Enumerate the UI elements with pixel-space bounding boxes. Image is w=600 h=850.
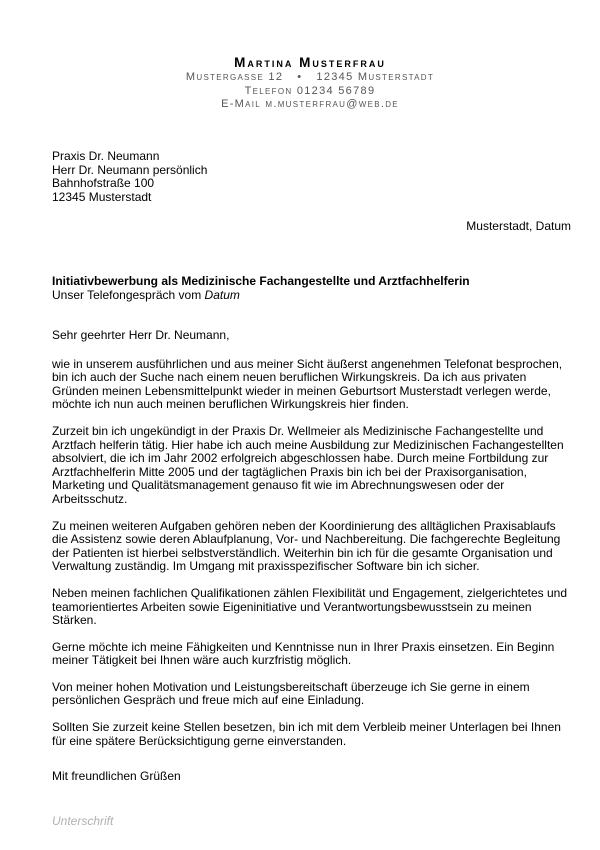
paragraph-line: Sollten Sie zurzeit keine Stellen besetzen, bin ich mit dem Verbleib meiner Unterlagen bei Ihnen <box>52 720 561 735</box>
paragraph-line: Verwaltung zuständig. Im Umgang mit praxisspezifischer Software bin ich sicher. <box>52 559 480 574</box>
body-paragraph <box>52 721 577 748</box>
separator-dot: • <box>297 71 303 83</box>
paragraph-line: Gerne möchte ich meine Fähigkeiten und Kenntnisse nun in Ihrer Praxis einsetzen. Ein Beginn <box>52 639 555 654</box>
sender-address <box>0 71 600 85</box>
paragraph-line: Zurzeit bin ich ungekündigt in der Praxis Dr. Wellmeier als Medizinische Fachangestellte und <box>52 423 544 438</box>
paragraph-line: Marketing und Qualitätsmanagement genauso fit wie im Abrechnungswesen oder der <box>52 478 505 493</box>
paragraph-line: bin ich auch der Suche nach einem neuen beruflichen Wirkungskreis. Da ich aus privaten <box>52 370 527 385</box>
paragraph-line: absolviert, die ich im Jahr 2002 erfolgreich abgeschlossen habe. Durch meine Fortbildung zur <box>52 451 549 466</box>
paragraph-line: die Assistenz sowie deren Ablaufplanung, Vor- und Nachbereitung. Die fachgerechte Begleitung <box>52 532 561 547</box>
body-paragraph <box>52 641 577 668</box>
recipient-line: Herr Dr. Neumann persönlich <box>52 162 208 177</box>
subject-reference <box>52 288 470 302</box>
paragraph-line: für eine spätere Berücksichtigung gerne einverstanden. <box>52 733 347 748</box>
sender-name: Martina Musterfrau <box>234 55 386 70</box>
paragraph-line: teamorientiertes Arbeiten sowie Eigeninitiative und Verantwortungsbewusstsein zu meinen <box>52 599 532 614</box>
paragraph-line: meiner Tätigkeit bei Ihnen wäre auch kurzfristig möglich. <box>52 653 352 668</box>
recipient-line: Bahnhofstraße 100 <box>52 176 155 190</box>
body-paragraph <box>52 358 577 412</box>
sender-street: Mustergasse 12 <box>185 71 284 83</box>
body-paragraph <box>52 520 577 574</box>
body-paragraph <box>52 681 577 708</box>
recipient-address <box>52 150 207 204</box>
paragraph-line: Neben meinen fachlichen Qualifikationen zählen Flexibilität und Engagement, zielgerichtetes und <box>52 585 567 600</box>
place-date: Musterstadt, Datum <box>466 219 571 233</box>
reference-date: Datum <box>204 288 240 302</box>
letterhead <box>0 55 600 112</box>
body-paragraph <box>52 587 577 628</box>
recipient-line: Praxis Dr. Neumann <box>52 149 160 163</box>
paragraph-line: persönlichen Gespräch und freue mich auf eine Einladung. <box>52 693 365 708</box>
sender-phone: Telefon 01234 56789 <box>244 84 376 97</box>
sender-city: 12345 Musterstadt <box>316 71 435 83</box>
closing-phrase: Mit freundlichen Grüßen <box>52 769 181 783</box>
paragraph-line: wie in unserem ausführlichen und aus meiner Sicht äußerst angenehmen Telefonat besprochen, <box>52 356 563 371</box>
paragraph-line: möchte ich nun auch meinen beruflichen Wirkungskreis hier finden. <box>52 397 409 412</box>
body-paragraphs <box>52 358 577 749</box>
paragraph-line: der Patienten ist hierbei selbstverständlich. Weiterhin bin ich für die gesamte Organisation und <box>52 545 553 560</box>
body-paragraph <box>52 425 577 507</box>
reference-text: Unser Telefongespräch vom <box>52 288 205 302</box>
paragraph-line: Stärken. <box>52 613 97 628</box>
paragraph-line: Arztfachhelferin Mitte 2005 und der tagtäglichen Praxis bin ich bei der Praxisorganisation, <box>52 464 527 479</box>
signature-placeholder: Unterschrift <box>52 814 114 828</box>
recipient-line: 12345 Musterstadt <box>52 189 152 204</box>
paragraph-line: Zu meinen weiteren Aufgaben gehören neben der Koordinierung des alltäglichen Praxisablaufs <box>52 518 556 533</box>
paragraph-line: Arbeitsschutz. <box>52 491 128 506</box>
letter-body <box>52 329 577 761</box>
sender-email: E-Mail m.musterfrau@web.de <box>221 98 399 110</box>
subject-title: Initiativbewerbung als Medizinische Fachangestellte und Arztfachhelferin <box>52 274 470 288</box>
salutation: Sehr geehrter Herr Dr. Neumann, <box>52 328 230 342</box>
subject-block <box>52 274 470 302</box>
paragraph-line: Gründen meinen Lebensmittelpunkt wieder in meinen Geburtsort Musterstadt verlegen werde, <box>52 383 551 398</box>
paragraph-line: Von meiner hohen Motivation und Leistungsbereitschaft überzeuge ich Sie gerne in einem <box>52 679 530 694</box>
paragraph-line: Arztfach helferin tätig. Hier habe ich auch meine Ausbildung zur Medizinischen Fachangestellten <box>52 437 564 452</box>
